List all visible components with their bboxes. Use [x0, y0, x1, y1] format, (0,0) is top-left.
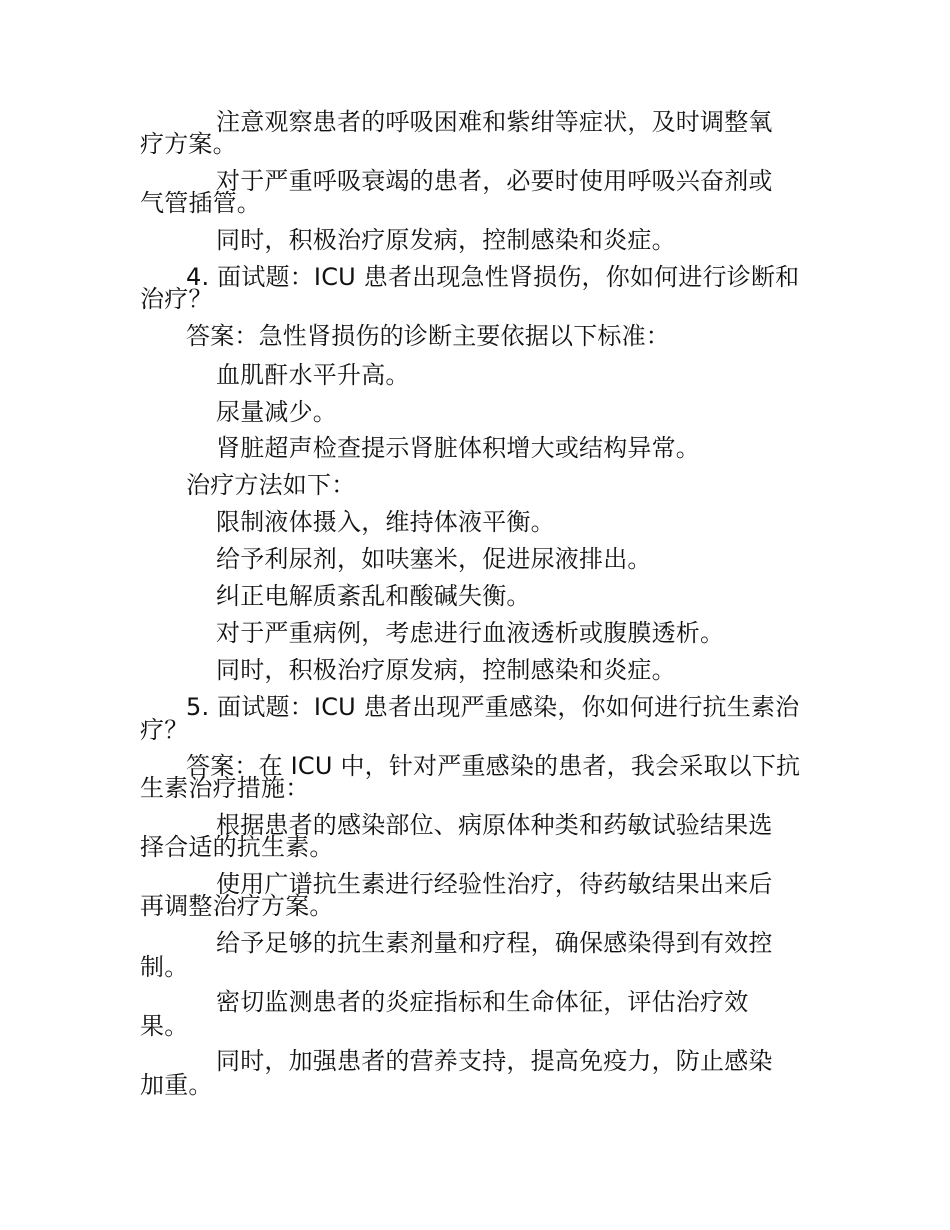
text-line: 果。: [140, 1012, 189, 1040]
text-line: 择合适的抗生素。: [140, 833, 334, 861]
text-line: 对于严重病例，考虑进行血液透析或腹膜透析。: [216, 619, 725, 647]
text-line: 疗方案。: [140, 130, 237, 158]
answer-intro: 答案：急性肾损伤的诊断主要依据以下标准：: [186, 322, 670, 350]
text-line: 根据患者的感染部位、病原体种类和药敏试验结果选: [216, 811, 773, 839]
text-line: 肾脏超声检查提示肾脏体积增大或结构异常。: [216, 434, 700, 462]
text-line: 制。: [140, 953, 189, 981]
text-line: 治疗？: [140, 285, 213, 313]
text-line: 血肌酐水平升高。: [216, 361, 410, 389]
section-label: 治疗方法如下：: [186, 471, 356, 499]
text-line: 气管插管。: [140, 189, 261, 217]
text-line: 给予利尿剂，如呋塞米，促进尿液排出。: [216, 545, 652, 573]
text-line: 限制液体摄入，维持体液平衡。: [216, 508, 555, 536]
text-line: 纠正电解质紊乱和酸碱失衡。: [216, 582, 531, 610]
text-line: 密切监测患者的炎症指标和生命体征，评估治疗效: [216, 988, 749, 1016]
question-heading: 5. 面试题：ICU 患者出现严重感染，你如何进行抗生素治: [186, 693, 800, 721]
text-line: 同时，加强患者的营养支持，提高免疫力，防止感染: [216, 1047, 773, 1075]
text-line: 注意观察患者的呼吸困难和紫绀等症状，及时调整氧: [216, 108, 773, 136]
text-line: 同时，积极治疗原发病，控制感染和炎症。: [216, 656, 676, 684]
text-line: 同时，积极治疗原发病，控制感染和炎症。: [216, 226, 676, 254]
text-line: 使用广谱抗生素进行经验性治疗，待药敏结果出来后: [216, 870, 773, 898]
text-line: 再调整治疗方案。: [140, 892, 334, 920]
question-heading: 4. 面试题：ICU 患者出现急性肾损伤，你如何进行诊断和: [186, 263, 800, 291]
text-line: 尿量减少。: [216, 398, 337, 426]
text-line: 对于严重呼吸衰竭的患者，必要时使用呼吸兴奋剂或: [216, 167, 773, 195]
text-line: 疗？: [140, 716, 189, 744]
text-line: 加重。: [140, 1071, 213, 1099]
answer-intro: 答案：在 ICU 中，针对严重感染的患者，我会采取以下抗: [186, 752, 801, 780]
text-line: 生素治疗措施：: [140, 774, 310, 802]
text-line: 给予足够的抗生素剂量和疗程，确保感染得到有效控: [216, 929, 773, 957]
